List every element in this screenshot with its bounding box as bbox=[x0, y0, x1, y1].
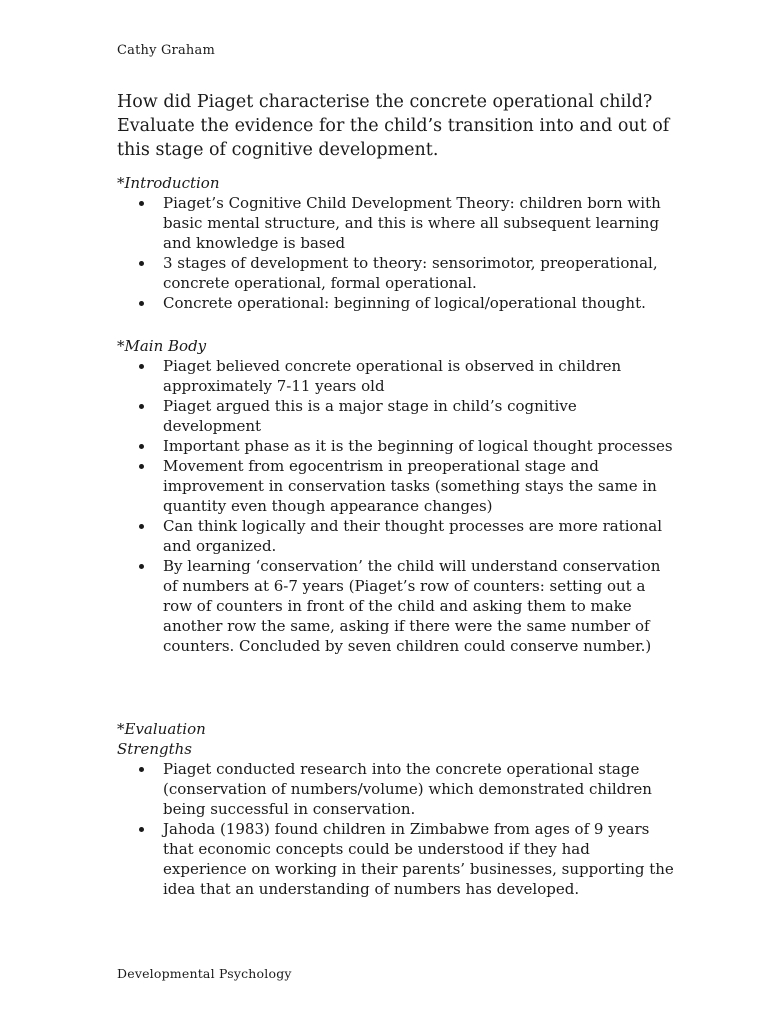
list-item-text: Piaget argued this is a major stage in child’s cognitive development bbox=[163, 397, 577, 435]
list-item bbox=[117, 436, 677, 456]
bullet-icon bbox=[139, 827, 144, 832]
list-item bbox=[117, 253, 677, 293]
list-item-text: Piaget conducted research into the concrete operational stage (conservation of numbers/volume) which demonstrated children being successful in conservation. bbox=[163, 760, 652, 818]
section-subheading: Strengths bbox=[117, 740, 192, 758]
list-item bbox=[117, 556, 677, 656]
bullet-icon bbox=[139, 201, 144, 206]
bullet-icon bbox=[139, 404, 144, 409]
list-item-text: Piaget believed concrete operational is observed in children approximately 7-11 years old bbox=[163, 357, 622, 395]
bullet-list bbox=[117, 759, 677, 899]
list-item bbox=[117, 456, 677, 516]
section-introduction bbox=[117, 173, 677, 313]
bullet-icon bbox=[139, 767, 144, 772]
list-item-text: Movement from egocentrism in preoperational stage and improvement in conservation tasks (something stays the same in quantity even though appearance changes) bbox=[163, 457, 657, 515]
list-item bbox=[117, 759, 677, 819]
list-item-text: Jahoda (1983) found children in Zimbabwe from ages of 9 years that economic concepts could be understood if they had experience on working in their parents’ businesses, supporting the idea that an understanding of numbers has developed. bbox=[163, 820, 674, 898]
list-item bbox=[117, 293, 677, 313]
bullet-icon bbox=[139, 261, 144, 266]
list-item bbox=[117, 516, 677, 556]
bullet-icon bbox=[139, 564, 144, 569]
list-item bbox=[117, 819, 677, 899]
section-heading: *Introduction bbox=[117, 174, 220, 192]
bullet-icon bbox=[139, 444, 144, 449]
bullet-icon bbox=[139, 524, 144, 529]
section-evaluation bbox=[117, 719, 677, 899]
page-footer: Developmental Psychology bbox=[117, 966, 292, 981]
list-item-text: By learning ‘conservation’ the child will understand conservation of numbers at 6-7 years (Piaget’s row of counters: setting out a row of counters in front of the child and asking them to make another row the same, asking if there were the same number of counters. Concluded by seven children could conserve number.) bbox=[163, 557, 661, 655]
section-main-body bbox=[117, 336, 677, 656]
list-item bbox=[117, 356, 677, 396]
list-item-text: Piaget’s Cognitive Child Development Theory: children born with basic mental structure, and this is where all subsequent learning and knowledge is based bbox=[163, 194, 661, 252]
section-heading: *Evaluation bbox=[117, 720, 206, 738]
list-item bbox=[117, 396, 677, 436]
essay-title: How did Piaget characterise the concrete operational child? Evaluate the evidence for the child’s transition into and out of this stage of cognitive development. bbox=[117, 92, 670, 160]
section-heading: *Main Body bbox=[117, 337, 207, 355]
author-name: Cathy Graham bbox=[117, 43, 215, 58]
list-item-text: Can think logically and their thought processes are more rational and organized. bbox=[163, 517, 662, 555]
bullet-icon bbox=[139, 464, 144, 469]
list-item-text: Important phase as it is the beginning of logical thought processes bbox=[163, 437, 673, 455]
bullet-icon bbox=[139, 364, 144, 369]
bullet-list bbox=[117, 356, 677, 656]
list-item-text: 3 stages of development to theory: sensorimotor, preoperational, concrete operational, formal operational. bbox=[163, 254, 658, 292]
bullet-icon bbox=[139, 301, 144, 306]
list-item bbox=[117, 193, 677, 253]
bullet-list bbox=[117, 193, 677, 313]
list-item-text: Concrete operational: beginning of logical/operational thought. bbox=[163, 294, 646, 312]
